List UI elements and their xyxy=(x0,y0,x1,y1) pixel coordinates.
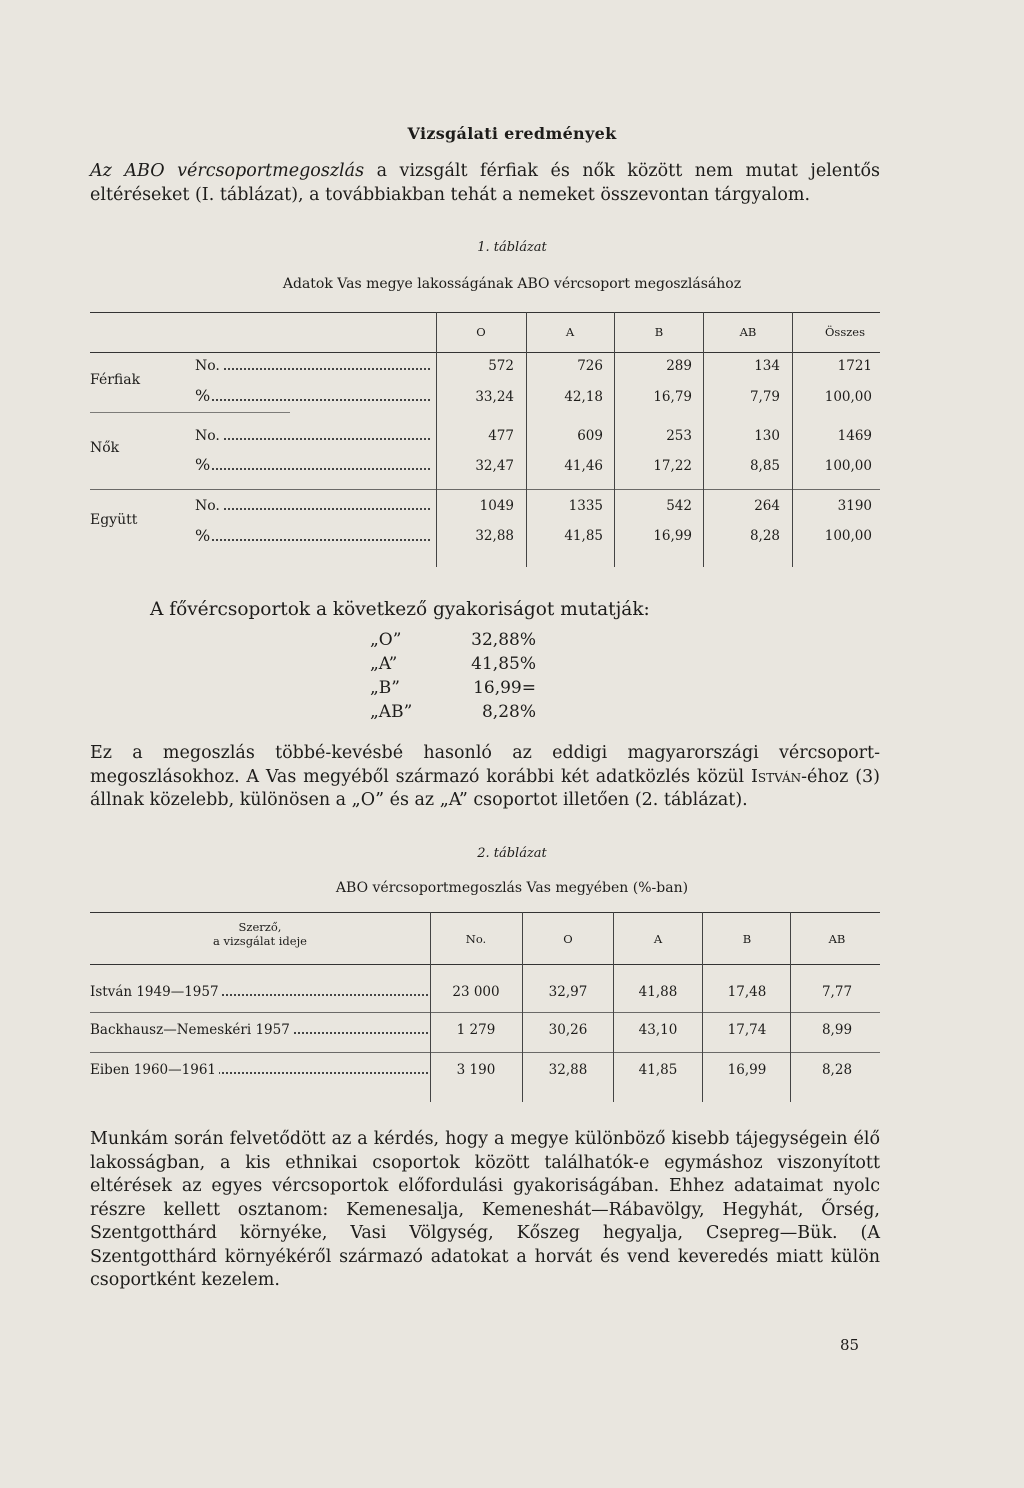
paragraph-3: Munkám során felvetődött az a kérdés, hogy a megye különböző kisebb tájegységein élő lakosságban, a kis ethnikai csoportok között találhatók-e egymáshoz viszonyított eltérések az egyes vércsoportok előfordulási gyakoriságában. Ehhez adataimat nyolc részre kellett osztanom: Kemenesalja, Kemeneshát—Rábavölgy, Hegyhát, Őrség, Szentgotthárd környéke, Vasi Völgység, Kőszeg hegyalja, Csepreg—Bük. (A Szentgotthárd környékéről származó adatokat a horvát és vend keveredés miatt külön csoportként kezelem. xyxy=(90,1129,880,1290)
table2-cell: 8,99 xyxy=(821,1022,853,1038)
table1-row-label: % xyxy=(195,386,430,405)
intro-text: a vizsgált férfiak és nők között nem mutat jelentős eltéréseket (I. táblázat), a továbbiakban tehát a nemeket összevontan tárgyalom. xyxy=(90,161,880,205)
table2-cell: 41,85 xyxy=(638,1062,678,1078)
freq-value: 16,99= xyxy=(473,678,536,698)
paragraph-2: Ez a megoszlás többé-kevésbé hasonló az eddigi magyarországi vércsoport-megoszlásokhoz. A Vas megyéből származó korábbi két adatközlés közül István-éhoz (3) állnak közelebb, különösen a „O” és az „A” csoportot illetően (2. táblázat). xyxy=(90,743,880,810)
table1-row-label: % xyxy=(195,455,430,474)
table1-header-rule xyxy=(90,352,880,353)
table1-cell: 3190 xyxy=(837,498,872,514)
table2-header-author: Szerző, xyxy=(238,920,282,934)
freq-key: „AB” xyxy=(370,702,413,722)
freq-key: „A” xyxy=(370,654,398,674)
table1-top-rule xyxy=(90,312,880,313)
table2 xyxy=(90,912,880,1102)
table1-cell: 264 xyxy=(754,498,780,514)
table1-cell: 8,28 xyxy=(749,528,780,544)
table1-cell: 100,00 xyxy=(824,528,872,544)
table1-cell: 41,85 xyxy=(564,528,603,544)
table1-cell: 8,85 xyxy=(749,458,780,474)
table2-col-line xyxy=(522,912,523,1102)
table1-row-label: No. xyxy=(195,428,430,444)
table2-top-rule xyxy=(90,912,880,913)
table2-cell: 43,10 xyxy=(638,1022,678,1038)
table1-cell: 253 xyxy=(666,428,692,444)
table1-header-o: O xyxy=(476,325,486,339)
table2-cell: 3 190 xyxy=(456,1062,496,1078)
table2-col-line xyxy=(613,912,614,1102)
table1-cell: 1049 xyxy=(479,498,514,514)
table2-cell: 1 279 xyxy=(456,1022,496,1038)
table1-col-line xyxy=(792,312,793,567)
table2-header-no: No. xyxy=(465,932,487,946)
table1-col-line xyxy=(436,312,437,567)
table1-cell: 1721 xyxy=(837,358,872,374)
table2-row-rule xyxy=(90,1012,880,1013)
table2-cell: 32,88 xyxy=(548,1062,588,1078)
table1-cell: 32,47 xyxy=(475,458,514,474)
table1-header-osszes: Összes xyxy=(825,325,865,339)
table1-row-label: No. xyxy=(195,498,430,514)
table1-col-line xyxy=(614,312,615,567)
table1-cell: 1469 xyxy=(837,428,872,444)
table2-cell: 17,74 xyxy=(727,1022,767,1038)
table2-header-a: A xyxy=(653,932,663,946)
table1-number: 1. táblázat xyxy=(477,240,547,255)
table1-row-label: No. xyxy=(195,358,430,374)
table2-col-line xyxy=(790,912,791,1102)
table2-col-line xyxy=(702,912,703,1102)
table1-cell: 726 xyxy=(577,358,603,374)
freq-value: 41,85% xyxy=(471,654,536,674)
table1-cell: 542 xyxy=(666,498,692,514)
table1-cell: 609 xyxy=(577,428,603,444)
freq-key: „B” xyxy=(370,678,400,698)
intro-italic: Az ABO vércsoportmegoszlás xyxy=(90,161,365,181)
table2-col-line xyxy=(430,912,431,1102)
table1-cell: 100,00 xyxy=(824,458,872,474)
table1-cell: 32,88 xyxy=(475,528,514,544)
freq-value: 8,28% xyxy=(481,702,536,722)
table1-group-rule xyxy=(90,489,880,490)
table1-header-b: B xyxy=(654,325,664,339)
table1-group-rule xyxy=(90,412,290,413)
table1-col-line xyxy=(526,312,527,567)
table1-group-nok: Nők xyxy=(90,440,120,456)
table2-cell: 41,88 xyxy=(638,984,678,1000)
frequency-list xyxy=(0,630,1024,730)
table1-cell: 1335 xyxy=(568,498,603,514)
table2-row-label: Backhausz—Nemeskéri 1957 xyxy=(90,1022,428,1038)
table1-cell: 7,79 xyxy=(749,389,780,405)
table1-cell: 16,79 xyxy=(653,389,692,405)
table1-cell: 289 xyxy=(666,358,692,374)
table1-cell: 33,24 xyxy=(475,389,514,405)
table2-row-label: István 1949—1957 xyxy=(90,984,428,1000)
table1-cell: 42,18 xyxy=(564,389,603,405)
table1-cell: 16,99 xyxy=(653,528,692,544)
table2-cell: 8,28 xyxy=(821,1062,853,1078)
table1 xyxy=(90,312,880,567)
table1-cell: 477 xyxy=(488,428,514,444)
table2-cell: 7,77 xyxy=(821,984,853,1000)
table2-title: ABO vércsoportmegoszlás Vas megyében (%-ban) xyxy=(335,880,689,896)
table1-group-ferfiak: Férfiak xyxy=(90,372,141,388)
table1-header-ab: AB xyxy=(739,325,757,339)
intro-paragraph xyxy=(90,160,880,207)
section-title: Vizsgálati eredmények xyxy=(407,124,617,143)
table2-cell: 23 000 xyxy=(452,984,500,1000)
table2-cell: 16,99 xyxy=(727,1062,767,1078)
table1-cell: 41,46 xyxy=(564,458,603,474)
table1-title: Adatok Vas megye lakosságának ABO vércsoport megoszlásához xyxy=(282,276,742,292)
table2-cell: 17,48 xyxy=(727,984,767,1000)
table2-header-b: B xyxy=(742,932,752,946)
freq-value: 32,88% xyxy=(471,630,536,650)
table1-header-a: A xyxy=(565,325,575,339)
page-number: 85 xyxy=(840,1336,860,1354)
table2-cell: 32,97 xyxy=(548,984,588,1000)
table2-cell: 30,26 xyxy=(548,1022,588,1038)
table2-header-rule xyxy=(90,964,880,965)
author-name: István xyxy=(750,766,802,787)
table1-group-egyutt: Együtt xyxy=(90,512,138,528)
table2-header-author-2: a vizsgálat ideje xyxy=(213,934,307,948)
table1-cell: 17,22 xyxy=(653,458,692,474)
freq-intro: A fővércsoportok a következő gyakoriságot mutatják: xyxy=(150,599,650,620)
table1-row-label: % xyxy=(195,526,430,545)
table2-number: 2. táblázat xyxy=(477,846,547,861)
table1-cell: 572 xyxy=(488,358,514,374)
table2-header-o: O xyxy=(563,932,573,946)
table1-cell: 130 xyxy=(754,428,780,444)
table2-row-label: Eiben 1960—1961 xyxy=(90,1062,428,1078)
table2-row-rule xyxy=(90,1052,880,1053)
table1-cell: 100,00 xyxy=(824,389,872,405)
table1-col-line xyxy=(703,312,704,567)
table1-cell: 134 xyxy=(754,358,780,374)
table2-header-ab: AB xyxy=(828,932,846,946)
freq-key: „O” xyxy=(370,630,402,650)
